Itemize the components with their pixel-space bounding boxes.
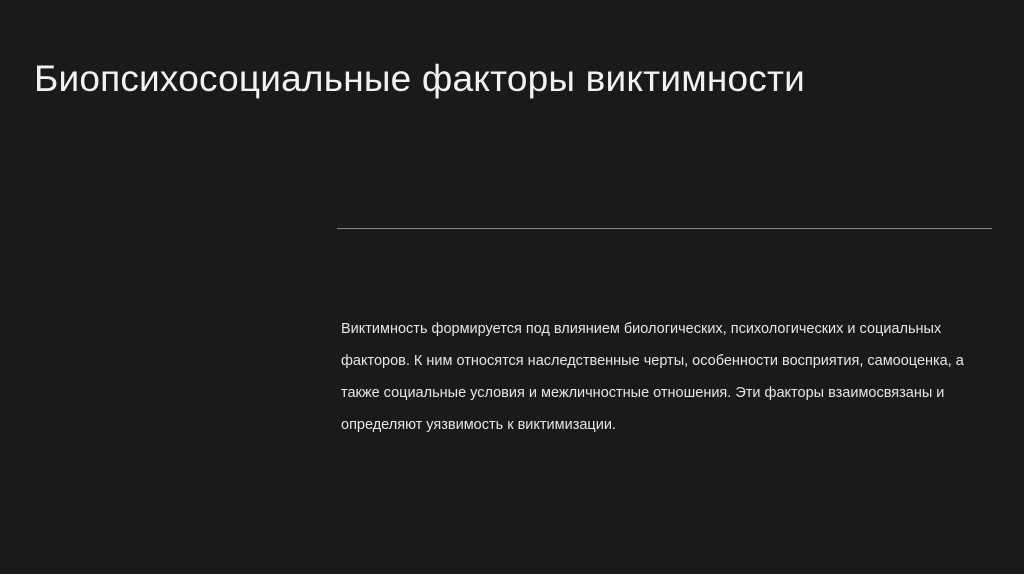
slide-body-text: Виктимность формируется под влиянием биологических, психологических и социальных факторов. К ним относятся наследственные черты, особенности восприятия, самооценка, а также социальные условия и межличностные отношения. Эти факторы взаимосвязаны и определяют уязвимость к виктимизации.	[341, 320, 964, 434]
divider	[337, 228, 992, 229]
page-title: Биопсихосоциальные факторы виктимности	[34, 57, 805, 99]
